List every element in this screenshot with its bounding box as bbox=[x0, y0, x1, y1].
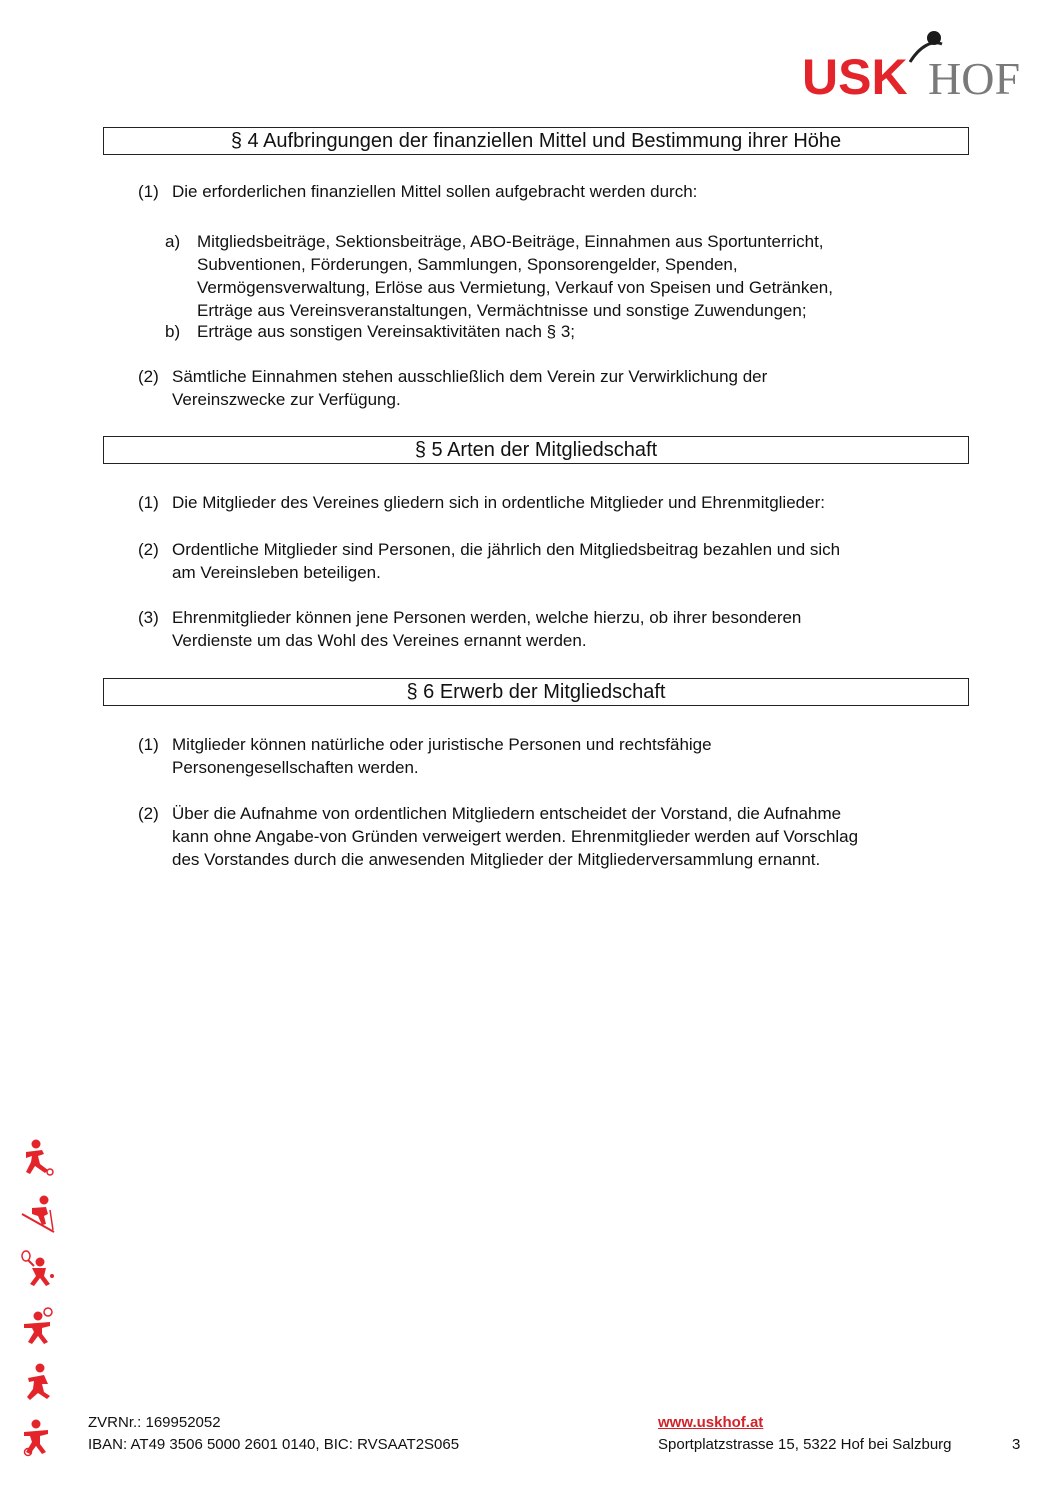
logo-text-hof: HOF bbox=[928, 53, 1021, 102]
paragraph-line: Über die Aufnahme von ordentlichen Mitgliedern entscheidet der Vorstand, die Aufnahme bbox=[172, 804, 842, 823]
footer-right bbox=[658, 1412, 952, 1456]
website-link[interactable]: www.uskhof.at bbox=[658, 1414, 764, 1431]
paragraph-number: (1) bbox=[138, 493, 159, 512]
section-4-item-a bbox=[165, 230, 965, 322]
paragraph-number: (1) bbox=[138, 182, 159, 201]
bank-details: IBAN: AT49 3506 5000 2601 0140, BIC: RVSAAT2S065 bbox=[88, 1436, 460, 1453]
paragraph-number: (2) bbox=[138, 367, 159, 386]
sport-icons-column bbox=[20, 1138, 60, 1474]
logo-ball bbox=[927, 31, 941, 45]
paragraph-line: Ehrenmitglieder können jene Personen werden, welche hierzu, ob ihrer besonderen bbox=[172, 608, 802, 627]
soccer-player-icon bbox=[20, 1138, 56, 1178]
section-5-header bbox=[103, 436, 969, 464]
paragraph-line: des Vorstandes durch die anwesenden Mitglieder der Mitgliederversammlung ernannt. bbox=[172, 850, 821, 869]
paragraph-line: Sämtliche Einnahmen stehen ausschließlich dem Verein zur Verwirklichung der bbox=[172, 367, 768, 386]
section-6-header bbox=[103, 678, 969, 706]
paragraph-line: am Vereinsleben beteiligen. bbox=[172, 563, 381, 582]
item-line: Mitgliedsbeiträge, Sektionsbeiträge, ABO-Beiträge, Einnahmen aus Sportunterricht, bbox=[197, 232, 824, 251]
section-4-title: § 4 Aufbringungen der finanziellen Mittel und Bestimmung ihrer Höhe bbox=[230, 130, 842, 152]
logo-graphic bbox=[802, 28, 1038, 102]
page-number: 3 bbox=[1012, 1436, 1021, 1453]
tennis-player-icon bbox=[20, 1250, 56, 1290]
section-4-paragraph-2 bbox=[138, 365, 978, 411]
section-6-paragraph-1 bbox=[138, 733, 978, 779]
address: Sportplatzstrasse 15, 5322 Hof bei Salzburg bbox=[658, 1436, 952, 1453]
section-6-title: § 6 Erwerb der Mitgliedschaft bbox=[406, 681, 666, 703]
paragraph-line: kann ohne Angabe-von Gründen verweigert werden. Ehrenmitglieder werden auf Vorschlag bbox=[172, 827, 859, 846]
table-tennis-player-icon bbox=[20, 1306, 56, 1346]
paragraph-line: Verdienste um das Wohl des Vereines ernannt werden. bbox=[172, 631, 587, 650]
paragraph-line: Personengesellschaften werden. bbox=[172, 758, 419, 777]
item-text: Erträge aus sonstigen Vereinsaktivitäten nach § 3; bbox=[197, 322, 576, 341]
zvr-number: ZVRNr.: 169952052 bbox=[88, 1414, 221, 1431]
logo-text-usk: USK bbox=[802, 49, 908, 102]
section-5-paragraph-3 bbox=[138, 606, 978, 652]
paragraph-number: (2) bbox=[138, 540, 159, 559]
skier-icon bbox=[20, 1194, 56, 1234]
paragraph-line: Vereinszwecke zur Verfügung. bbox=[172, 390, 401, 409]
paragraph-line: Ordentliche Mitglieder sind Personen, die jährlich den Mitgliedsbeitrag bezahlen und sich bbox=[172, 540, 841, 559]
section-5-title: § 5 Arten der Mitgliedschaft bbox=[414, 439, 658, 461]
section-4-paragraph-1 bbox=[138, 180, 978, 203]
usk-hof-logo bbox=[802, 28, 1038, 102]
item-line: Subventionen, Förderungen, Sammlungen, Sponsorengelder, Spenden, bbox=[197, 255, 738, 274]
section-6-paragraph-2 bbox=[138, 802, 978, 871]
paragraph-line: Mitglieder können natürliche oder juristische Personen und rechtsfähige bbox=[172, 735, 712, 754]
section-5-paragraph-1 bbox=[138, 491, 978, 514]
section-4-item-b bbox=[165, 320, 965, 343]
paragraph-text: Die erforderlichen finanziellen Mittel sollen aufgebracht werden durch: bbox=[172, 182, 698, 201]
item-line: Vermögensverwaltung, Erlöse aus Vermietung, Verkauf von Speisen und Getränken, bbox=[197, 278, 833, 297]
paragraph-number: (3) bbox=[138, 608, 159, 627]
item-letter: a) bbox=[165, 232, 181, 251]
runner-icon bbox=[20, 1362, 56, 1402]
item-letter: b) bbox=[165, 322, 181, 341]
section-4-header bbox=[103, 127, 969, 155]
section-5-paragraph-2 bbox=[138, 538, 978, 584]
paragraph-number: (2) bbox=[138, 804, 159, 823]
paragraph-text: Die Mitglieder des Vereines gliedern sich in ordentliche Mitglieder und Ehrenmitglieder: bbox=[172, 493, 825, 512]
volleyball-player-icon bbox=[20, 1418, 56, 1458]
item-line: Erträge aus Vereinsveranstaltungen, Vermächtnisse und sonstige Zuwendungen; bbox=[197, 301, 807, 320]
footer-left bbox=[88, 1412, 459, 1456]
paragraph-number: (1) bbox=[138, 735, 159, 754]
